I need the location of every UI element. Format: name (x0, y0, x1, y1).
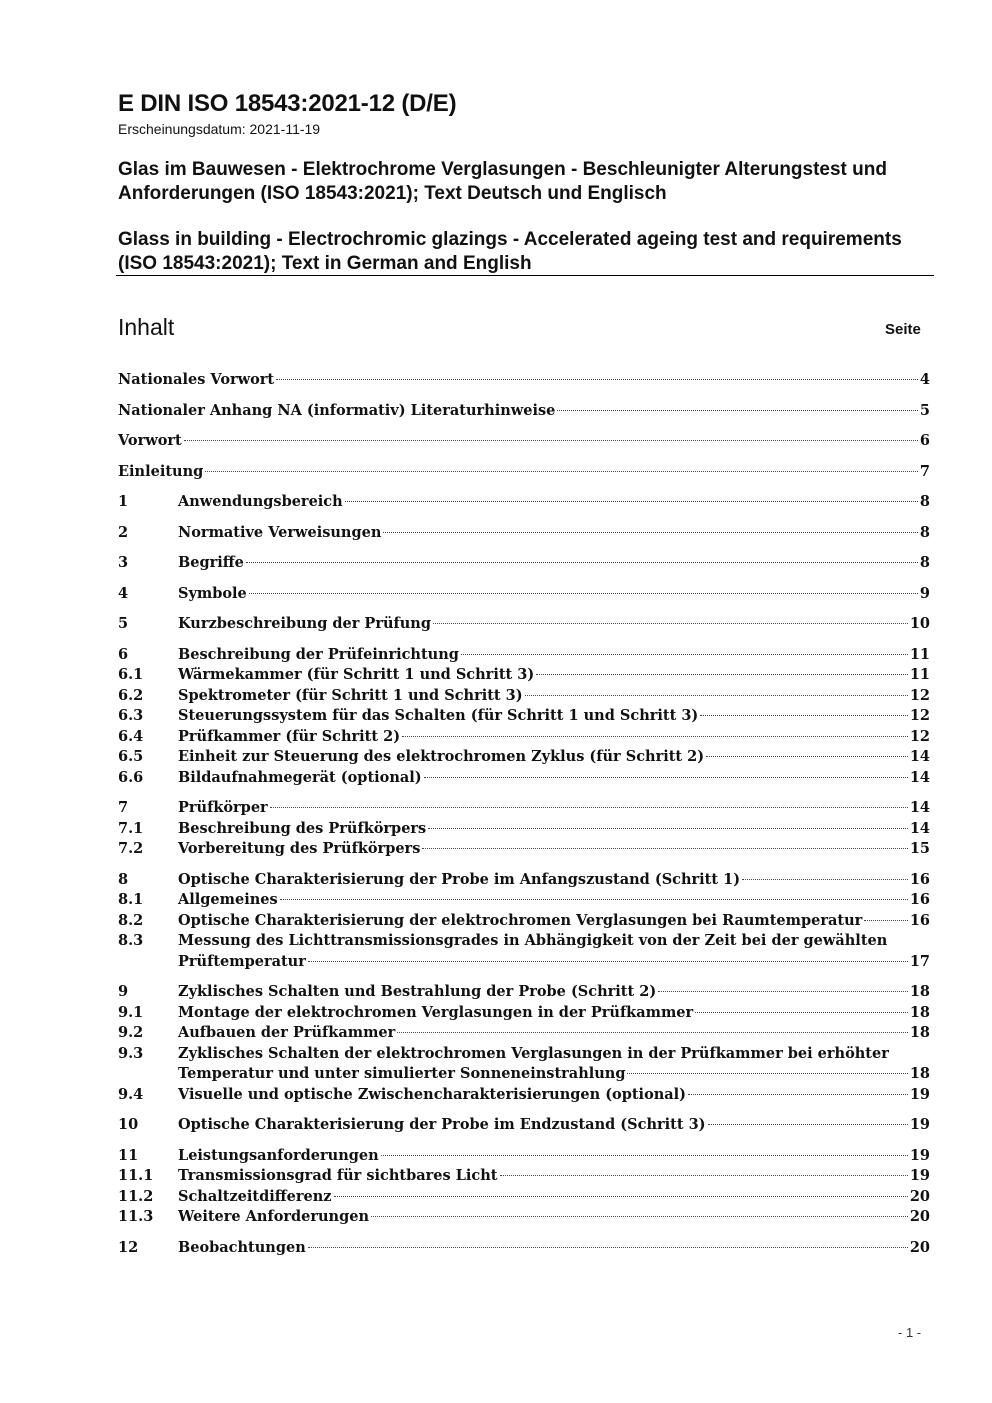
toc-entry[interactable] (118, 982, 930, 1003)
toc-leader-dots (249, 593, 918, 594)
toc-entry-title: Leistungsanforderungen (178, 1146, 379, 1164)
toc-leader-dots (422, 848, 907, 849)
toc-entry-title: Optische Charakterisierung der Probe im Anfangszustand (Schritt 1) (178, 870, 741, 888)
toc-entry[interactable] (118, 553, 930, 574)
toc-entry-number: 6.6 (118, 768, 144, 786)
toc-entry-page: 8 (919, 523, 930, 541)
toc-entry-title: Schaltzeitdifferenz (178, 1187, 332, 1205)
toc-entry-number: 10 (118, 1116, 139, 1133)
toc-entry-title: Nationales Vorwort (118, 371, 275, 388)
toc-leader-dots (270, 807, 908, 808)
toc-entry-page: 5 (919, 401, 930, 419)
toc-entry-title: Optische Charakterisierung der Probe im Endzustand (Schritt 3) (178, 1116, 706, 1133)
toc-entry-page: 15 (909, 840, 930, 857)
toc-entry[interactable] (118, 768, 930, 789)
toc-entry-title: Vorbereitung des Prüfkörpers (178, 840, 421, 857)
toc-leader-dots (428, 828, 908, 829)
toc-entry[interactable] (118, 1085, 930, 1106)
toc-entry[interactable] (118, 798, 930, 819)
toc-entry-number: 8.1 (118, 891, 144, 908)
toc-entry-page: 20 (909, 1238, 930, 1256)
toc-entry-number: 5 (118, 615, 129, 632)
toc-entry[interactable] (118, 523, 930, 544)
toc-entry[interactable] (118, 931, 930, 952)
toc-leader-dots (742, 879, 908, 880)
toc-entry-number: 3 (118, 554, 129, 571)
toc-entry[interactable] (118, 1238, 930, 1259)
toc-entry-number: 2 (118, 523, 129, 541)
toc-leader-dots (402, 736, 908, 737)
toc-entry-number: 9.3 (118, 1044, 144, 1062)
page-number: - 1 - (898, 1325, 922, 1340)
toc-entry-title: Kurzbeschreibung der Prüfung (178, 615, 431, 632)
toc-entry-number: 6.2 (118, 686, 144, 704)
toc-entry-page: 18 (909, 983, 930, 1000)
toc-entry-page: 18 (909, 1003, 930, 1021)
toc-entry-number: 12 (118, 1238, 139, 1256)
toc-entry-title: Optische Charakterisierung der elektrochromen Verglasungen bei Raumtemperatur (178, 911, 863, 929)
toc-entry[interactable] (118, 911, 930, 932)
toc-entry[interactable] (118, 1187, 930, 1208)
toc-entry-number: 4 (118, 584, 129, 602)
toc-entry-title: Zyklisches Schalten der elektrochromen Verglasungen in der Prüfkammer bei erhöhter (178, 1044, 889, 1062)
toc-entry-title: Prüfkörper (178, 799, 268, 816)
toc-leader-dots (308, 1247, 908, 1248)
toc-entry-page: 7 (919, 462, 930, 480)
toc-leader-dots (280, 899, 908, 900)
toc-entry-title-continued: Temperatur und unter simulierter Sonneneinstrahlung (178, 1065, 626, 1082)
toc-entry-page: 11 (909, 666, 930, 683)
toc-entry-page: 14 (909, 799, 930, 816)
toc-entry-number: 8 (118, 870, 129, 888)
toc-entry[interactable] (118, 819, 930, 840)
toc-entry-page: 4 (919, 371, 930, 388)
toc-leader-dots (433, 623, 908, 624)
toc-entry[interactable] (118, 1166, 930, 1187)
toc-entry-page: 14 (909, 819, 930, 837)
toc-entry-number: 7.2 (118, 840, 144, 857)
toc-entry-number: 1 (118, 493, 129, 510)
toc-entry[interactable] (118, 727, 930, 748)
toc-leader-dots (864, 920, 908, 921)
toc-entry-page: 10 (909, 615, 930, 632)
toc-entry-title: Einheit zur Steuerung des elektrochromen Zyklus (für Schritt 2) (178, 748, 705, 765)
toc-leader-dots (461, 654, 908, 655)
toc-entry-title: Bildaufnahmegerät (optional) (178, 768, 422, 786)
toc-leader-dots (536, 674, 908, 675)
toc-entry[interactable] (118, 870, 930, 891)
toc-entry-page: 19 (909, 1146, 930, 1164)
toc-entry-number: 11.2 (118, 1187, 154, 1205)
toc-entry-title: Prüfkammer (für Schritt 2) (178, 727, 401, 745)
toc-entry-page: 18 (909, 1065, 930, 1082)
toc-leader-dots (184, 440, 918, 441)
toc-leader-dots (627, 1073, 907, 1074)
toc-leader-dots (706, 756, 908, 757)
toc-leader-dots (371, 1216, 908, 1217)
toc-entry-number: 11.1 (118, 1167, 154, 1184)
toc-entry-number: 6.5 (118, 748, 144, 765)
toc-entry-page: 12 (909, 707, 930, 724)
toc-entry-title: Montage der elektrochromen Verglasungen in der Prüfkammer (178, 1003, 694, 1021)
toc-entry-continuation[interactable] (118, 1064, 930, 1085)
toc-entry[interactable] (118, 401, 930, 422)
toc-leader-dots (205, 471, 918, 472)
toc-entry[interactable] (118, 492, 930, 513)
toc-entry-page: 19 (909, 1085, 930, 1103)
toc-leader-dots (276, 379, 918, 380)
toc-entry-title: Wärmekammer (für Schritt 1 und Schritt 3) (178, 666, 535, 683)
toc-entry[interactable] (118, 431, 930, 452)
toc-leader-dots (700, 715, 908, 716)
toc-entry[interactable] (118, 645, 930, 666)
toc-entry-number: 11 (118, 1146, 139, 1164)
toc-entry[interactable] (118, 370, 930, 391)
document-id: E DIN ISO 18543:2021-12 (D/E) (118, 90, 457, 117)
toc-entry-page: 12 (909, 686, 930, 704)
toc-entry-title: Beschreibung des Prüfkörpers (178, 819, 427, 837)
toc-leader-dots (383, 532, 918, 533)
toc-leader-dots (708, 1124, 908, 1125)
toc-entry-page: 14 (909, 768, 930, 786)
toc-entry-page: 16 (909, 891, 930, 908)
toc-entry-page: 16 (909, 870, 930, 888)
toc-entry-number: 9.4 (118, 1085, 144, 1103)
toc-entry-title: Transmissionsgrad für sichtbares Licht (178, 1167, 498, 1184)
title-german: Glas im Bauwesen - Elektrochrome Verglasungen - Beschleunigter Alterungstest und Anforderungen (ISO 18543:2021); Text Deutsch und Englisch (118, 159, 887, 204)
toc-entry-number: 11.3 (118, 1208, 154, 1225)
toc-heading: Inhalt (118, 314, 175, 340)
title-divider (116, 275, 934, 276)
toc-entry-number: 7 (118, 799, 129, 816)
toc-entry-title: Symbole (178, 584, 247, 602)
toc-entry-continuation[interactable] (118, 952, 930, 973)
toc-entry-page: 16 (909, 911, 930, 929)
toc-entry-page: 11 (909, 645, 930, 663)
toc-entry[interactable] (118, 1023, 930, 1044)
toc-entry-title: Allgemeines (178, 891, 278, 908)
toc-entry-title: Messung des Lichttransmissionsgrades in Abhängigkeit von der Zeit bei der gewählten (178, 932, 888, 949)
toc-entry-number: 6.4 (118, 727, 144, 745)
toc-entry-title: Vorwort (118, 432, 182, 449)
toc-entry-title: Normative Verweisungen (178, 523, 382, 541)
toc-leader-dots (334, 1196, 908, 1197)
toc-entry-title: Aufbauen der Prüfkammer (178, 1024, 396, 1041)
toc-entry[interactable] (118, 614, 930, 635)
toc-entry-number: 6.1 (118, 666, 144, 683)
toc-entry-title: Zyklisches Schalten und Bestrahlung der Probe (Schritt 2) (178, 983, 657, 1000)
toc-entry[interactable] (118, 1207, 930, 1228)
toc-entry[interactable] (118, 747, 930, 768)
toc-entry-number: 8.3 (118, 932, 144, 949)
title-english: Glass in building - Electrochromic glazings - Accelerated ageing test and requirements (ISO 18543:2021); Text in German and English (118, 229, 902, 274)
toc-entry[interactable] (118, 706, 930, 727)
toc-entry-page: 14 (909, 748, 930, 765)
toc-leader-dots (397, 1032, 908, 1033)
toc-entry-page: 20 (909, 1187, 930, 1205)
toc-entry-page: 8 (919, 554, 930, 571)
toc-leader-dots (246, 562, 918, 563)
toc-entry-page: 19 (909, 1167, 930, 1184)
toc-entry-number: 9.2 (118, 1024, 144, 1041)
toc-entry-page: 8 (919, 493, 930, 510)
toc-entry-page: 12 (909, 727, 930, 745)
toc-entry-title: Einleitung (118, 462, 204, 480)
toc-entry-title: Steuerungssystem für das Schalten (für Schritt 1 und Schritt 3) (178, 707, 699, 724)
toc-entry-title: Anwendungsbereich (178, 493, 343, 510)
toc-leader-dots (658, 991, 908, 992)
toc-entry[interactable] (118, 839, 930, 860)
publication-date: Erscheinungsdatum: 2021-11-19 (118, 121, 321, 137)
toc-leader-dots (695, 1012, 908, 1013)
toc-entry-title: Visuelle und optische Zwischencharakterisierungen (optional) (178, 1085, 687, 1103)
toc-entry[interactable] (118, 1003, 930, 1024)
toc-entry-page: 18 (909, 1024, 930, 1041)
toc-entry-title: Weitere Anforderungen (178, 1208, 370, 1225)
toc-entry[interactable] (118, 1115, 930, 1136)
toc-leader-dots (525, 695, 908, 696)
table-of-contents (118, 370, 930, 1258)
toc-leader-dots (308, 961, 908, 962)
toc-leader-dots (345, 501, 918, 502)
toc-entry-title: Beobachtungen (178, 1238, 306, 1256)
page-column-label: Seite (885, 321, 921, 338)
toc-entry[interactable] (118, 1044, 930, 1065)
toc-entry-title: Begriffe (178, 554, 244, 571)
toc-entry-title: Nationaler Anhang NA (informativ) Literaturhinweise (118, 401, 556, 419)
toc-entry-page: 6 (919, 432, 930, 449)
toc-entry[interactable] (118, 462, 930, 483)
toc-entry[interactable] (118, 1146, 930, 1167)
toc-entry-number: 6.3 (118, 707, 144, 724)
toc-entry-page: 19 (909, 1116, 930, 1133)
toc-entry-title-continued: Prüftemperatur (178, 952, 306, 970)
toc-entry-number: 7.1 (118, 819, 144, 837)
toc-leader-dots (688, 1094, 908, 1095)
toc-entry-title: Spektrometer (für Schritt 1 und Schritt 3) (178, 686, 523, 704)
toc-entry[interactable] (118, 665, 930, 686)
toc-leader-dots (557, 410, 918, 411)
toc-entry-page: 20 (909, 1208, 930, 1225)
toc-entry[interactable] (118, 584, 930, 605)
toc-entry-number: 9 (118, 983, 129, 1000)
toc-entry[interactable] (118, 890, 930, 911)
toc-entry-page: 9 (919, 584, 930, 602)
toc-entry-title: Beschreibung der Prüfeinrichtung (178, 645, 459, 663)
toc-entry-number: 8.2 (118, 911, 144, 929)
toc-leader-dots (424, 777, 908, 778)
toc-entry-page: 17 (909, 952, 930, 970)
toc-entry-number: 6 (118, 645, 129, 663)
toc-entry-number: 9.1 (118, 1003, 144, 1021)
toc-leader-dots (500, 1175, 908, 1176)
toc-leader-dots (381, 1155, 908, 1156)
toc-entry[interactable] (118, 686, 930, 707)
